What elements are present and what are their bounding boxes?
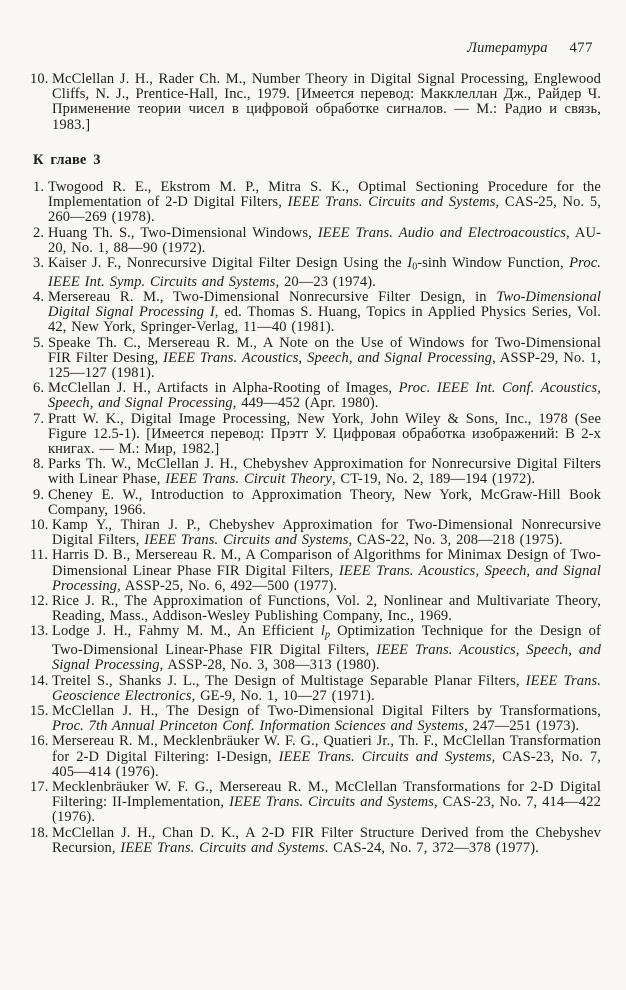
reference-number: 3. [33, 255, 45, 272]
reference-number: 8. [33, 456, 45, 473]
reference-item [30, 72, 601, 133]
reference-number: 17. [30, 778, 49, 795]
reference-item [33, 180, 601, 226]
carryover-reference-list [30, 71, 601, 133]
reference-text: Kamp Y., Thiran J. P., Chebyshev Approximation for Two-Dimensional Nonrecursive Digital Filters, IEEE Trans. Circuits and Systems, CAS-22, No. 3, 208—218 (1975). [52, 516, 601, 549]
reference-text: Parks Th. W., McClellan J. H., Chebyshev Approximation for Nonrecursive Digital Filters with Linear Phase, IEEE Trans. Circuit Theory, CT-19, No. 2, 189—194 (1972). [48, 456, 601, 488]
reference-number: 16. [30, 733, 49, 750]
chapter-heading: К главе 3 [33, 151, 101, 168]
reference-item [30, 826, 601, 856]
reference-number: 14. [30, 672, 49, 689]
reference-item [33, 290, 601, 336]
running-header [33, 41, 601, 56]
reference-item [33, 457, 601, 487]
reference-item [30, 704, 601, 734]
reference-text: Lodge J. H., Fahmy M. M., An Efficient lp Optimization Technique for the Design of Two-Dimensional Linear-Phase FIR Digital Filters, IEEE Trans. Acoustics, Speech, and Signal Processing, ASSP-28, No. 3, 308—313 (1980). [52, 623, 601, 674]
reference-item [30, 674, 601, 704]
reference-number: 5. [33, 334, 45, 351]
reference-item [33, 412, 601, 458]
reference-item [30, 594, 601, 624]
reference-number: 1. [33, 179, 45, 196]
reference-text: Cheney E. W., Introduction to Approximation Theory, New York, McGraw-Hill Book Company, 1966. [48, 486, 601, 518]
reference-text: Speake Th. C., Mersereau R. M., A Note on the Use of Windows for Two-Dimensional FIR Filter Desing, IEEE Trans. Acoustics, Speech, and Signal Processing, ASSP-29, No. 1, 125—127 (1981). [48, 334, 601, 381]
reference-item [30, 548, 601, 594]
reference-number: 10. [30, 71, 49, 87]
reference-number: 18. [30, 824, 49, 841]
reference-number: 12. [30, 593, 49, 609]
reference-number: 15. [30, 702, 49, 719]
reference-number: 9. [33, 486, 45, 503]
reference-text: Mersereau R. M., Two-Dimensional Nonrecursive Filter Design, in Two-Dimensional Digital Signal Processing I, ed. Thomas S. Huang, Topics in Applied Physics Series, Vol. 42, New York, Springer-Verlag, 11—40 (1981). [48, 288, 602, 336]
reference-text: Twogood R. E., Ekstrom M. P., Mitra S. K., Optimal Sectioning Procedure for the Implementation of 2-D Digital Filters, IEEE Trans. Circuits and Systems, CAS-25, No. 5, 260—269 (1978). [48, 179, 601, 226]
reference-text: Mersereau R. M., Mecklenbräuker W. F. G., Quatieri Jr., Th. F., McClellan Transformation for 2-D Digital Filtering: I-Design, IEEE Trans. Circuits and Systems, CAS-23, No. 7, 405—414 (1976). [52, 733, 601, 780]
reference-number: 4. [33, 288, 45, 305]
reference-number: 6. [33, 380, 45, 397]
reference-text: Treitel S., Shanks J. L., The Design of Multistage Separable Planar Filters, IEEE Trans. Geoscience Electronics, GE-9, No. 1, 10—27 (1971). [52, 672, 601, 704]
header-title: Литература [467, 40, 548, 56]
reference-text: Harris D. B., Mersereau R. M., A Comparison of Algorithms for Minimax Design of Two-Dimensional Linear Phase FIR Digital Filters, IEEE Trans. Acoustics, Speech, and Signal Processing, ASSP-25, No. 6, 492—500 (1977). [52, 547, 601, 594]
reference-text: Huang Th. S., Two-Dimensional Windows, IEEE Trans. Audio and Electroacoustics, AU-20, No. 1, 88—90 (1972). [48, 224, 602, 256]
reference-text: Pratt W. K., Digital Image Processing, New York, John Wiley & Sons, Inc., 1978 (See Figure 12.5-1). [Имеется перевод: Прэтт У. Цифровая обработка изображений: В 2-х книгах. — М.: Мир, 1982.] [48, 410, 601, 457]
reference-text: McClellan J. H., The Design of Two-Dimensional Digital Filters by Transformations, Proc. 7th Annual Princeton Conf. Information Sciences and Systems, 247—251 (1973). [52, 702, 601, 735]
reference-item [30, 780, 601, 826]
reference-number: 11. [30, 547, 48, 564]
reference-item [30, 518, 601, 548]
chapter3-reference-list [30, 179, 602, 856]
reference-item [33, 226, 601, 256]
reference-text: McClellan J. H., Rader Ch. M., Number Theory in Digital Signal Processing, Englewood Cliffs, N. J., Prentice-Hall, Inc., 1979. [Имеется перевод: Макклеллан Дж., Райдер Ч. Применение теории чисел в цифровой обработке сигналов. — М.: Радио и связь, 1983.] [52, 71, 601, 133]
reference-item [30, 624, 601, 673]
header-page-number: 477 [569, 40, 593, 56]
reference-item [33, 381, 601, 411]
reference-text: McClellan J. H., Artifacts in Alpha-Rooting of Images, Proc. IEEE Int. Conf. Acoustics, Speech, and Signal Processing, 449—452 (Apr. 1980). [48, 380, 601, 412]
reference-item [33, 256, 601, 290]
reference-number: 10. [30, 516, 49, 533]
reference-item [33, 336, 601, 382]
reference-number: 7. [33, 410, 45, 427]
reference-text: McClellan J. H., Chan D. K., A 2-D FIR Filter Structure Derived from the Chebyshev Recursion, IEEE Trans. Circuits and Systems. CAS-24, No. 7, 372—378 (1977). [52, 824, 601, 856]
reference-number: 2. [33, 224, 45, 241]
reference-number: 13. [30, 623, 49, 640]
reference-text: Kaiser J. F., Nonrecursive Digital Filter Design Using the I0-sinh Window Function, Proc. IEEE Int. Symp. Circuits and Systems, 20—23 (1974). [48, 255, 601, 290]
reference-item [30, 734, 601, 780]
reference-text: Rice J. R., The Approximation of Functions, Vol. 2, Nonlinear and Multivariate Theory, Reading, Mass., Addison-Wesley Publishing Company, Inc., 1969. [52, 593, 601, 625]
reference-text: Mecklenbräuker W. F. G., Mersereau R. M., McClellan Transformations for 2-D Digital Filtering: II-Implementation, IEEE Trans. Circuits and Systems, CAS-23, No. 7, 414—422 (1976). [52, 778, 601, 826]
reference-item [33, 488, 601, 518]
